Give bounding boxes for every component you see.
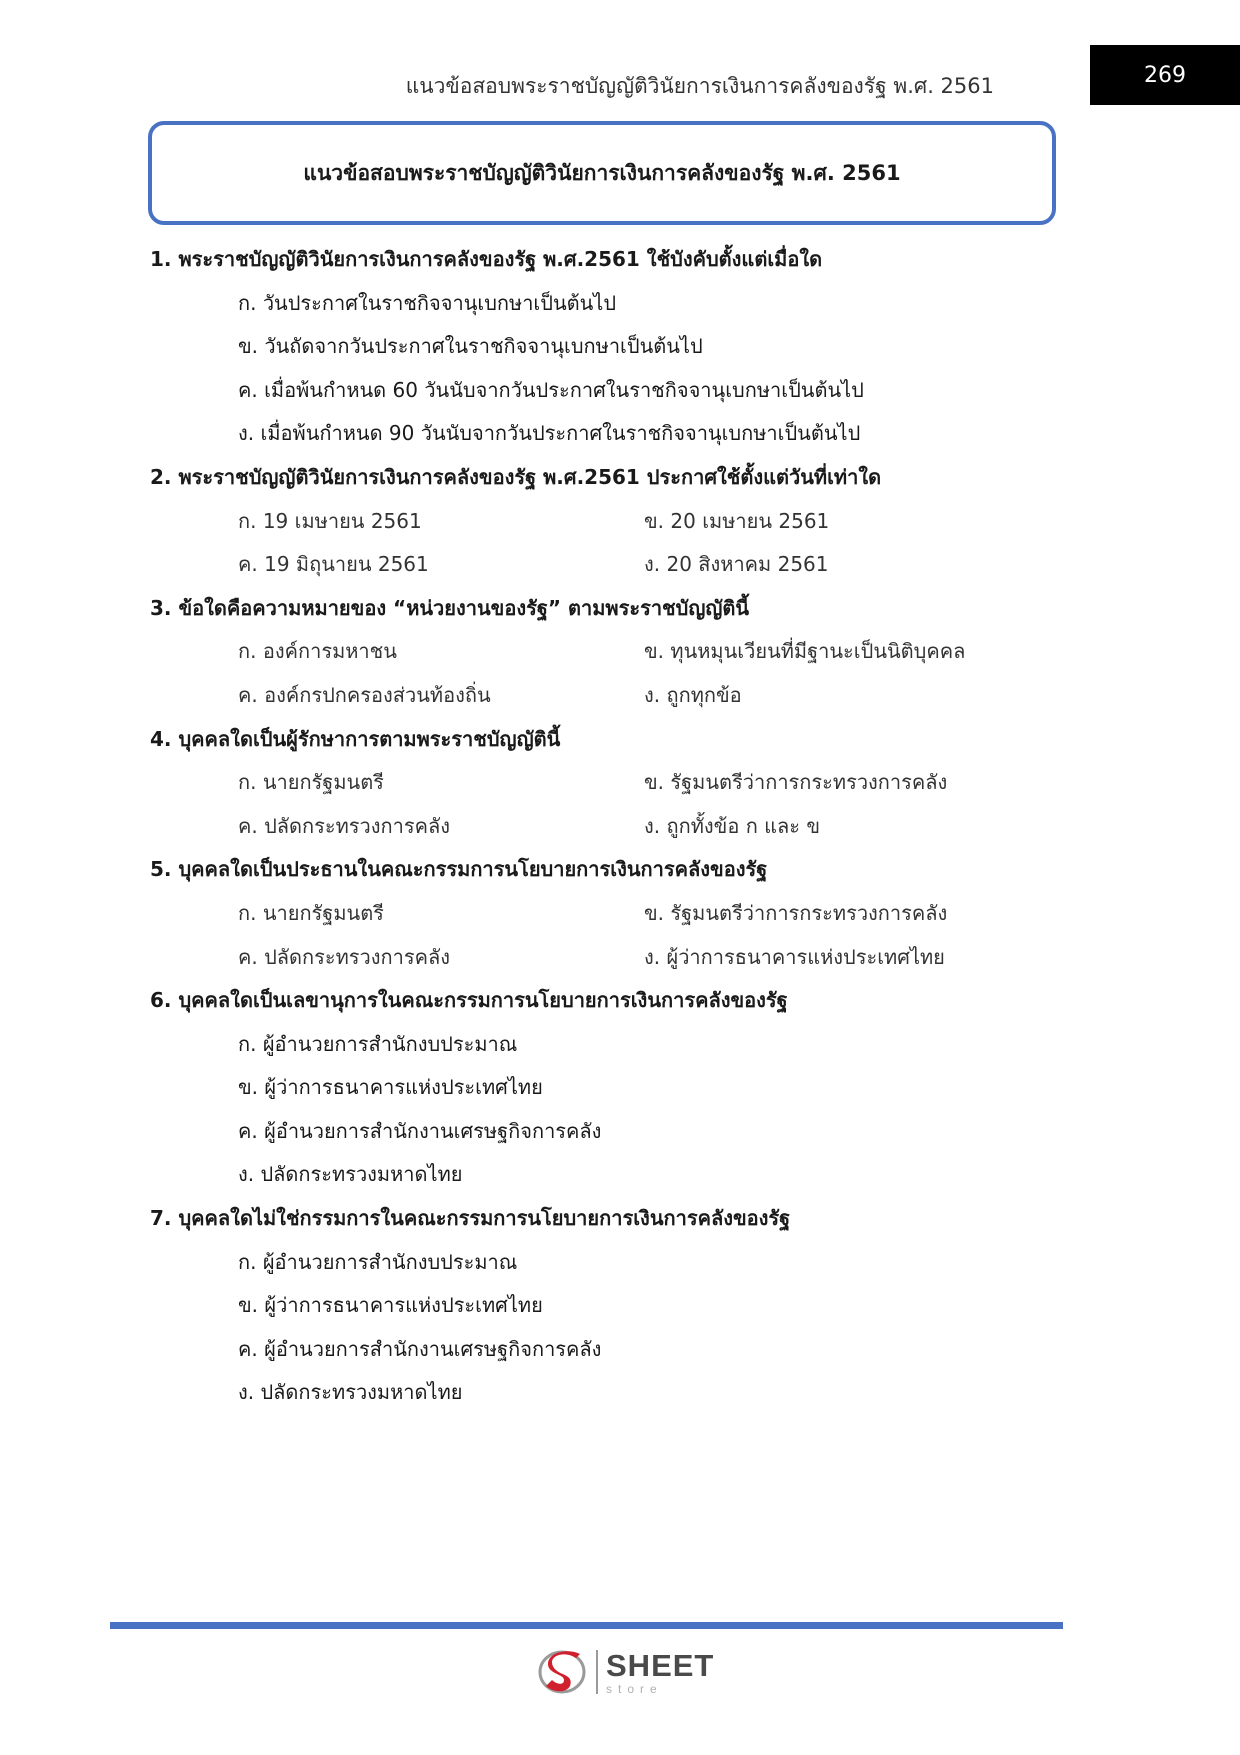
option-row [150, 1110, 1050, 1154]
question-5: 5. บุคคลใดเป็นประธานในคณะกรรมการนโยบายการเงินการคลังของรัฐ [150, 857, 768, 882]
question-1: 1. พระราชบัญญัติวินัยการเงินการคลังของรัฐ พ.ศ.2561 ใช้บังคับตั้งแต่เมื่อใด [150, 247, 823, 271]
logo-sub: store [606, 1681, 663, 1696]
option-row [150, 543, 1050, 587]
question-3: 3. ข้อใดคือความหมายของ “หน่วยงานของรัฐ” ตามพระราชบัญญัตินี้ [150, 595, 750, 620]
question-6: 6. บุคคลใดเป็นเลขานุการในคณะกรรมการนโยบายการเงินการคลังของรัฐ [150, 988, 788, 1013]
option-2c: ค. 19 มิถุนายน 2561 [238, 552, 429, 577]
option-4b: ข. รัฐมนตรีว่าการกระทรวงการคลัง [644, 770, 948, 795]
option-6a: ก. ผู้อำนวยการสำนักงบประมาณ [238, 1031, 518, 1056]
option-3d: ง. ถูกทุกข้อ [644, 682, 742, 707]
running-header: แนวข้อสอบพระราชบัญญัติวินัยการเงินการคลังของรัฐ พ.ศ. 2561 [405, 74, 994, 98]
question-list [150, 238, 1050, 1415]
option-row [150, 1241, 1050, 1285]
option-row [150, 325, 1050, 369]
sheet-store-s-icon [538, 1646, 590, 1698]
page-number-badge [1090, 45, 1240, 105]
option-5c: ค. ปลัดกระทรวงการคลัง [238, 944, 451, 969]
page-title: แนวข้อสอบพระราชบัญญัติวินัยการเงินการคลังของรัฐ พ.ศ. 2561 [303, 160, 901, 185]
option-row [150, 761, 1050, 805]
option-row [150, 805, 1050, 849]
option-row [150, 1153, 1050, 1197]
option-row [150, 674, 1050, 718]
option-row [150, 1328, 1050, 1372]
footer-divider [110, 1622, 1063, 1629]
option-4d: ง. ถูกทั้งข้อ ก และ ข [644, 813, 821, 838]
option-2d: ง. 20 สิงหาคม 2561 [644, 552, 829, 577]
option-row [150, 936, 1050, 980]
logo-text [606, 1647, 715, 1696]
logo-divider [596, 1650, 598, 1694]
logo-word: SHEET [606, 1647, 715, 1683]
option-row [150, 500, 1050, 544]
option-3a: ก. องค์การมหาชน [238, 639, 397, 664]
sheet-store-logo [538, 1646, 714, 1698]
option-4c: ค. ปลัดกระทรวงการคลัง [238, 813, 451, 838]
option-2b: ข. 20 เมษายน 2561 [644, 508, 830, 533]
option-3c: ค. องค์กรปกครองส่วนท้องถิ่น [238, 682, 491, 707]
option-6c: ค. ผู้อำนวยการสำนักงานเศรษฐกิจการคลัง [238, 1118, 602, 1143]
option-5b: ข. รัฐมนตรีว่าการกระทรวงการคลัง [644, 900, 948, 925]
option-row [150, 1066, 1050, 1110]
question-7: 7. บุคคลใดไม่ใช่กรรมการในคณะกรรมการนโยบายการเงินการคลังของรัฐ [150, 1206, 791, 1231]
page-number: 269 [1144, 62, 1186, 88]
option-5a: ก. นายกรัฐมนตรี [238, 900, 384, 925]
question-2: 2. พระราชบัญญัติวินัยการเงินการคลังของรัฐ พ.ศ.2561 ประกาศใช้ตั้งแต่วันที่เท่าใด [150, 464, 882, 489]
option-1a: ก. วันประกาศในราชกิจจานุเบกษาเป็นต้นไป [238, 290, 617, 315]
option-6d: ง. ปลัดกระทรวงมหาดไทย [238, 1162, 463, 1187]
title-box [148, 121, 1056, 225]
option-row [150, 630, 1050, 674]
option-7b: ข. ผู้ว่าการธนาคารแห่งประเทศไทย [238, 1293, 543, 1318]
option-7a: ก. ผู้อำนวยการสำนักงบประมาณ [238, 1249, 518, 1274]
question-4: 4. บุคคลใดเป็นผู้รักษาการตามพระราชบัญญัตินี้ [150, 726, 561, 751]
option-7c: ค. ผู้อำนวยการสำนักงานเศรษฐกิจการคลัง [238, 1336, 602, 1361]
option-3b: ข. ทุนหมุนเวียนที่มีฐานะเป็นนิติบุคคล [644, 639, 966, 664]
option-1b: ข. วันถัดจากวันประกาศในราชกิจจานุเบกษาเป็นต้นไป [238, 334, 703, 359]
option-row [150, 1284, 1050, 1328]
option-row [150, 412, 1050, 456]
option-4a: ก. นายกรัฐมนตรี [238, 770, 384, 795]
option-row [150, 282, 1050, 326]
option-row [150, 1371, 1050, 1415]
option-7d: ง. ปลัดกระทรวงมหาดไทย [238, 1380, 463, 1405]
option-1d: ง. เมื่อพ้นกำหนด 90 วันนับจากวันประกาศในราชกิจจานุเบกษาเป็นต้นไป [238, 421, 861, 446]
option-2a: ก. 19 เมษายน 2561 [238, 508, 422, 533]
option-6b: ข. ผู้ว่าการธนาคารแห่งประเทศไทย [238, 1075, 543, 1100]
option-row [150, 369, 1050, 413]
option-row [150, 892, 1050, 936]
option-row [150, 1023, 1050, 1067]
option-5d: ง. ผู้ว่าการธนาคารแห่งประเทศไทย [644, 944, 945, 969]
option-1c: ค. เมื่อพ้นกำหนด 60 วันนับจากวันประกาศในราชกิจจานุเบกษาเป็นต้นไป [238, 377, 864, 402]
